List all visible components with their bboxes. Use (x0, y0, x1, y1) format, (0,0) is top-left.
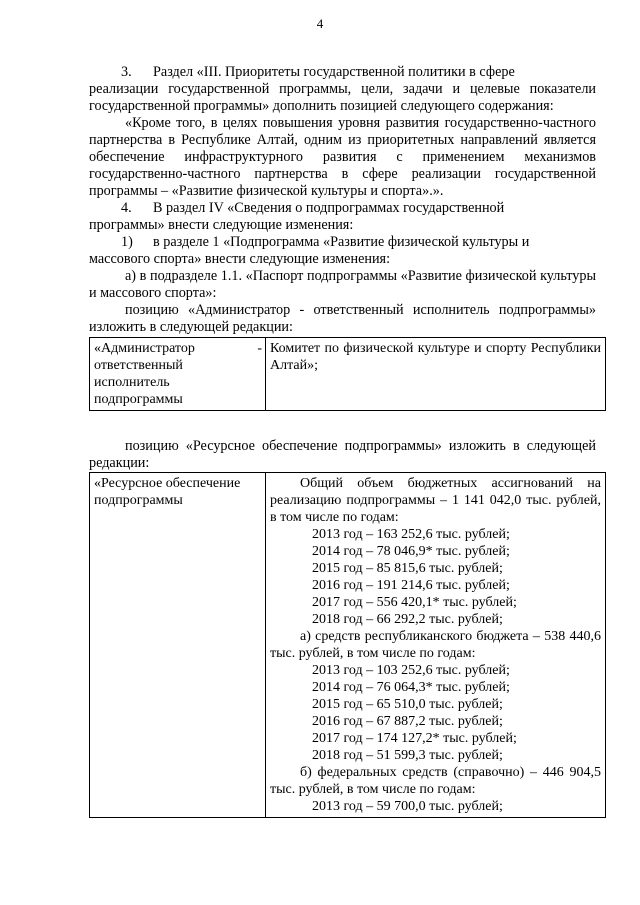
administrator-value: Комитет по физической культуре и спорту Республики Алтай»; (270, 341, 601, 373)
sub-1-number: 1) (121, 234, 133, 250)
total-year-2017: 2017 год – 556 420,1* тыс. рублей; (312, 595, 517, 610)
total-intro: Общий объем бюджетных ассигнований на реализацию подпрограммы – 1 141 042,0 тыс. рублей, в том числе по годам: (270, 476, 601, 525)
administrator-label-cell (90, 338, 266, 411)
sub-1-text-first: в разделе 1 «Подпрограмма «Развитие физической культуры и (153, 234, 530, 250)
total-year-2013: 2013 год – 163 252,6 тыс. рублей; (312, 527, 510, 542)
position1-intro: позицию «Администратор - ответственный исполнитель подпрограммы» изложить в следующей редакции: (89, 302, 596, 335)
item-4-number: 4. (121, 200, 132, 216)
federal-intro: б) федеральных средств (справочно) – 446 904,5 тыс. рублей, в том числе по годам: (270, 765, 601, 797)
item-3-text-first: Раздел «III. Приоритеты государственной политики в сфере (153, 64, 515, 80)
regional-year-2013: 2013 год – 103 252,6 тыс. рублей; (312, 663, 510, 678)
total-year-2015: 2015 год – 85 815,6 тыс. рублей; (312, 561, 503, 576)
resources-value-cell (266, 473, 606, 818)
item-3-quote: «Кроме того, в целях повышения уровня развития государственно-частного партнерства в Республике Алтай, одним из приоритетных направлений является обеспечение инфраструктурного развития с применением механизмов государственно-частного партнерства в сфере реализации государственной программы – «Развитие физической культуры и спорта».». (89, 115, 596, 199)
item-3-text-rest: реализации государственной программы, цели, задачи и целевые показатели государственной программы» дополнить позицией следующего содержания: (89, 81, 596, 114)
administrator-table (89, 337, 606, 411)
item-3-number: 3. (121, 64, 132, 80)
item-4-text-rest: программы» внести следующие изменения: (89, 217, 354, 233)
regional-year-2015: 2015 год – 65 510,0 тыс. рублей; (312, 697, 503, 712)
document-body (89, 64, 601, 818)
regional-year-2017: 2017 год – 174 127,2* тыс. рублей; (312, 731, 517, 746)
total-year-2018: 2018 год – 66 292,2 тыс. рублей; (312, 612, 503, 627)
federal-year-2013: 2013 год – 59 700,0 тыс. рублей; (312, 799, 503, 814)
item-3-line (89, 64, 596, 81)
sub-1-line (89, 234, 596, 251)
administrator-dash: - (257, 341, 262, 356)
administrator-label: «Администратор ответственный исполнитель подпрограммы (94, 341, 195, 407)
position2-intro: позицию «Ресурсное обеспечение подпрограммы» изложить в следующей редакции: (89, 438, 596, 471)
total-year-2016: 2016 год – 191 214,6 тыс. рублей; (312, 578, 510, 593)
sub-1-text-rest: массового спорта» внести следующие изменения: (89, 251, 391, 267)
regional-intro: а) средств республиканского бюджета – 538 440,6 тыс. рублей, в том числе по годам: (270, 629, 601, 661)
resources-label-cell (90, 473, 266, 818)
page-number: 4 (316, 16, 324, 31)
item-4-text-first: В раздел IV «Сведения о подпрограммах государственной (153, 200, 505, 216)
regional-year-2014: 2014 год – 76 064,3* тыс. рублей; (312, 680, 510, 695)
resources-label: «Ресурсное обеспечение подпрограммы (94, 476, 241, 508)
resources-table (89, 472, 606, 818)
total-year-2014: 2014 год – 78 046,9* тыс. рублей; (312, 544, 510, 559)
regional-year-2016: 2016 год – 67 887,2 тыс. рублей; (312, 714, 503, 729)
item-4-line (89, 200, 596, 217)
sub-a-text: а) в подразделе 1.1. «Паспорт подпрограммы «Развитие физической культуры и массового спорта»: (89, 268, 596, 301)
regional-year-2018: 2018 год – 51 599,3 тыс. рублей; (312, 748, 503, 763)
administrator-value-cell (266, 338, 606, 411)
